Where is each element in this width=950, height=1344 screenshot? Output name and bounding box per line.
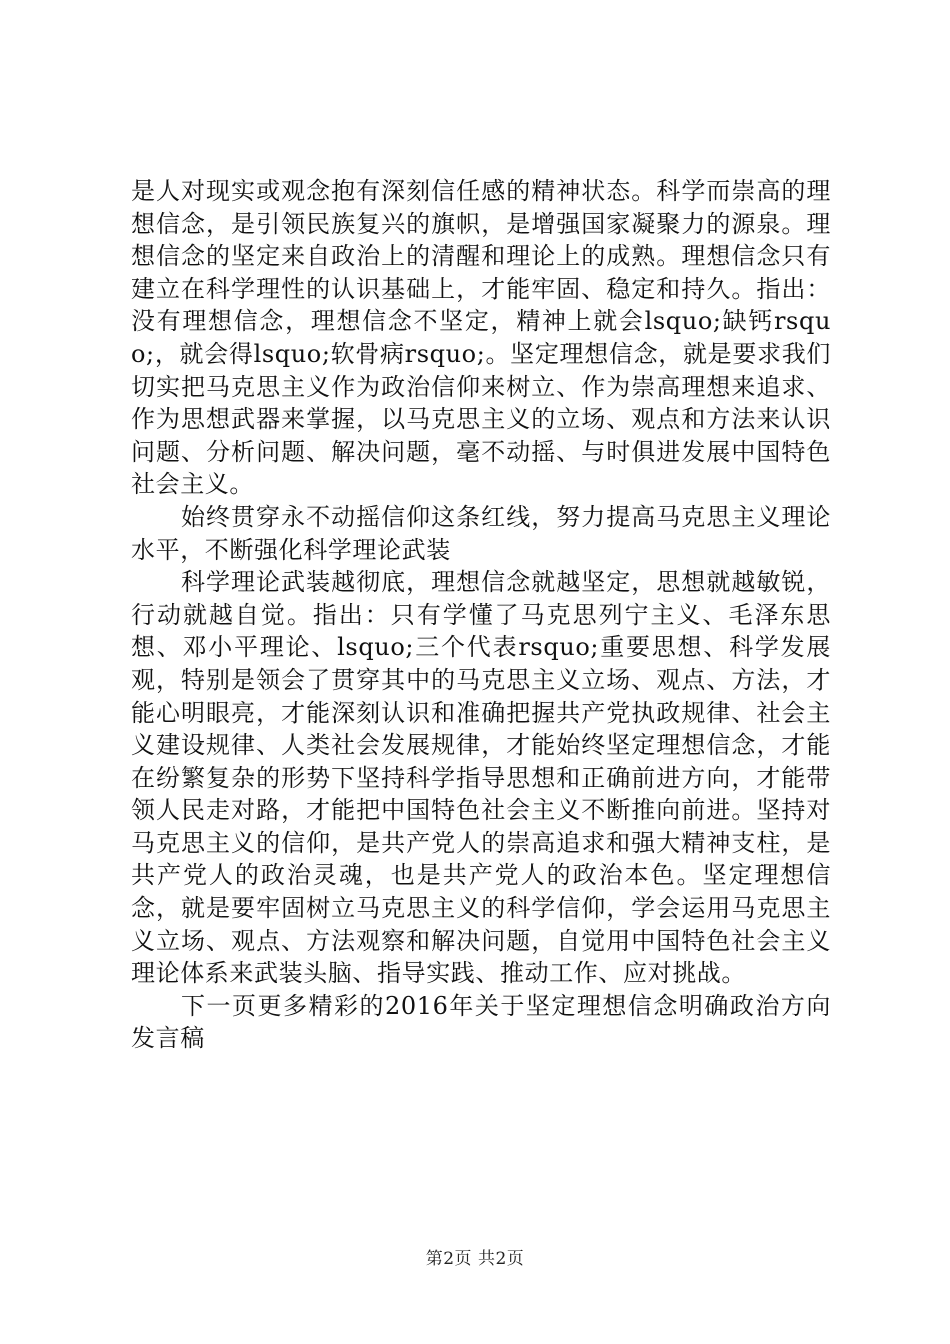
paragraph-2-heading: 始终贯穿永不动摇信仰这条红线，努力提高马克思主义理论水平，不断强化科学理论武装: [131, 502, 831, 564]
paragraph-3: 科学理论武装越彻底，理想信念就越坚定，思想就越敏锐，行动就越自觉。指出：只有学懂了马克思列宁主义、毛泽东思想、邓小平理论、lsquo;三个代表rsquo;重要思想、科学发展观，特别是领会了贯穿其中的马克思主义立场、观点、方法，才能心明眼亮，才能深刻认识和准确把握共产党执政规律、社会主义建设规律、人类社会发展规律，才能始终坚定理想信念，才能在纷繁复杂的形势下坚持科学指导思想和正确前进方向，才能带领人民走对路，才能把中国特色社会主义不断推向前进。坚持对马克思主义的信仰，是共产党人的崇高追求和强大精神支柱，是共产党人的政治灵魂，也是共产党人的政治本色。坚定理想信念，就是要牢固树立马克思主义的科学信仰，学会运用马克思主义立场、观点、方法观察和解决问题，自觉用中国特色社会主义理论体系来武装头脑、指导实践、推动工作、应对挑战。: [131, 568, 831, 988]
document-body: [131, 175, 831, 1055]
page-number-footer: 第2页 共2页: [425, 1249, 525, 1269]
paragraph-4-next-page-link: 下一页更多精彩的2016年关于坚定理想信念明确政治方向发言稿: [131, 991, 831, 1053]
paragraph-1: 是人对现实或观念抱有深刻信任感的精神状态。科学而崇高的理想信念，是引领民族复兴的旗帜，是增强国家凝聚力的源泉。理想信念的坚定来自政治上的清醒和理论上的成熟。理想信念只有建立在科学理性的认识基础上，才能牢固、稳定和持久。指出：没有理想信念，理想信念不坚定，精神上就会lsquo;缺钙rsquo;，就会得lsquo;软骨病rsquo;。坚定理想信念，就是要求我们切实把马克思主义作为政治信仰来树立、作为崇高理想来追求、作为思想武器来掌握，以马克思主义的立场、观点和方法来认识问题、分析问题、解决问题，毫不动摇、与时俱进发展中国特色社会主义。: [131, 177, 831, 499]
